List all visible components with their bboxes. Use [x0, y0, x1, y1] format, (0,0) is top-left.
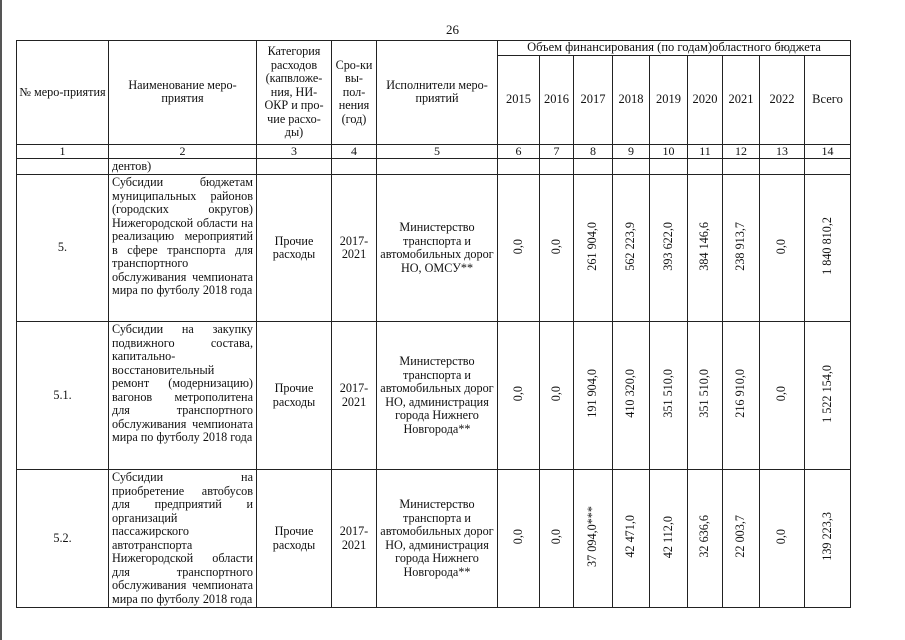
col-number: 3: [257, 144, 332, 158]
binding-line: [0, 0, 2, 640]
row-period: 2017-2021: [332, 470, 377, 608]
header-executor: Исполнители меро-приятий: [377, 41, 498, 145]
year-2021: 2021: [723, 55, 760, 144]
col-number: 2: [109, 144, 257, 158]
header-category: Категория расходов (капвложе-ния, НИ-ОКР и про-чие расхо-ды): [257, 41, 332, 145]
row-period: 2017-2021: [332, 175, 377, 322]
table-row: [17, 175, 851, 322]
col-number: 6: [498, 144, 540, 158]
value-2020: 351 510,0: [697, 369, 712, 419]
table-row: [17, 470, 851, 608]
value-2016: 0,0: [548, 386, 563, 402]
row-name: Субсидии на приобретение автобусов для предприятий и организаций пассажирского автотранспорта Нижегородской области для транспортного обслуживания чемпионата мира по футболу 2018 года: [109, 470, 257, 608]
value-2022: 0,0: [774, 529, 789, 545]
value-2020: 384 146,6: [697, 221, 712, 271]
col-number: 1: [17, 144, 109, 158]
value-2018: 42 471,0: [623, 515, 638, 559]
col-number: 12: [723, 144, 760, 158]
value-2020: 32 636,6: [697, 515, 712, 559]
value-2019: 351 510,0: [660, 369, 675, 419]
continuation-text: дентов): [109, 158, 257, 175]
year-2017: 2017: [574, 55, 613, 144]
value-2022: 0,0: [774, 386, 789, 402]
row-executor: Министерство транспорта и автомобильных дорог НО, администрация города Нижнего Новгорода**: [377, 470, 498, 608]
funding-table: [16, 40, 851, 608]
year-2016: 2016: [540, 55, 574, 144]
value-total: 1 522 154,0: [819, 364, 834, 423]
row-category: Прочие расходы: [257, 175, 332, 322]
continuation-row: [17, 158, 851, 175]
col-number: 7: [540, 144, 574, 158]
header-name: Наименование меро-приятия: [109, 41, 257, 145]
value-2021: 238 913,7: [733, 221, 748, 271]
header-number: № меро-приятия: [17, 41, 109, 145]
value-2015: 0,0: [510, 386, 525, 402]
page-number: 26: [446, 22, 459, 37]
value-2016: 0,0: [548, 529, 563, 545]
header-funding: Объем финансирования (по годам)областного бюджета: [498, 41, 851, 56]
value-2015: 0,0: [510, 238, 525, 254]
year-total: Всего: [805, 55, 851, 144]
col-number: 8: [574, 144, 613, 158]
row-category: Прочие расходы: [257, 470, 332, 608]
row-name: Субсидии бюджетам муниципальных районов (городских округов) Нижегородской области на реализацию мероприятий в сфере транспорта для транспортного обслуживания чемпионата мира по футболу 2018 года: [109, 175, 257, 322]
row-number: 5.: [17, 175, 109, 322]
col-number: 5: [377, 144, 498, 158]
value-2022: 0,0: [774, 238, 789, 254]
value-2018: 410 320,0: [623, 369, 638, 419]
col-number: 9: [613, 144, 650, 158]
value-2018: 562 223,9: [623, 221, 638, 271]
row-number: 5.1.: [17, 322, 109, 470]
table-row: [17, 322, 851, 470]
header-period: Сро-ки вы-пол-нения (год): [332, 41, 377, 145]
year-2018: 2018: [613, 55, 650, 144]
row-name: Субсидии на закупку подвижного состава, капитально-восстановительный ремонт (модернизацию) вагонов метрополитена для транспортного обслуживания чемпионата мира по футболу 2018 года: [109, 322, 257, 470]
col-number: 10: [650, 144, 688, 158]
row-category: Прочие расходы: [257, 322, 332, 470]
value-2017: 261 904,0: [585, 221, 600, 271]
value-2016: 0,0: [548, 238, 563, 254]
row-executor: Министерство транспорта и автомобильных дорог НО, ОМСУ**: [377, 175, 498, 322]
year-2022: 2022: [760, 55, 805, 144]
year-2015: 2015: [498, 55, 540, 144]
col-number: 4: [332, 144, 377, 158]
row-period: 2017-2021: [332, 322, 377, 470]
row-executor: Министерство транспорта и автомобильных дорог НО, администрация города Нижнего Новгорода**: [377, 322, 498, 470]
col-number: 11: [688, 144, 723, 158]
value-2019: 393 622,0: [660, 221, 675, 271]
col-number: 14: [805, 144, 851, 158]
value-2021: 216 910,0: [733, 369, 748, 419]
value-2015: 0,0: [510, 529, 525, 545]
value-total: 1 840 810,2: [819, 217, 834, 276]
value-2017: 191 904,0: [585, 369, 600, 419]
value-2019: 42 112,0: [660, 515, 675, 558]
value-2021: 22 003,7: [733, 515, 748, 559]
year-2020: 2020: [688, 55, 723, 144]
year-2019: 2019: [650, 55, 688, 144]
column-number-row: [17, 144, 851, 158]
value-total: 139 223,3: [819, 512, 834, 562]
row-number: 5.2.: [17, 470, 109, 608]
value-2017: 37 094,0***: [585, 506, 600, 568]
col-number: 13: [760, 144, 805, 158]
